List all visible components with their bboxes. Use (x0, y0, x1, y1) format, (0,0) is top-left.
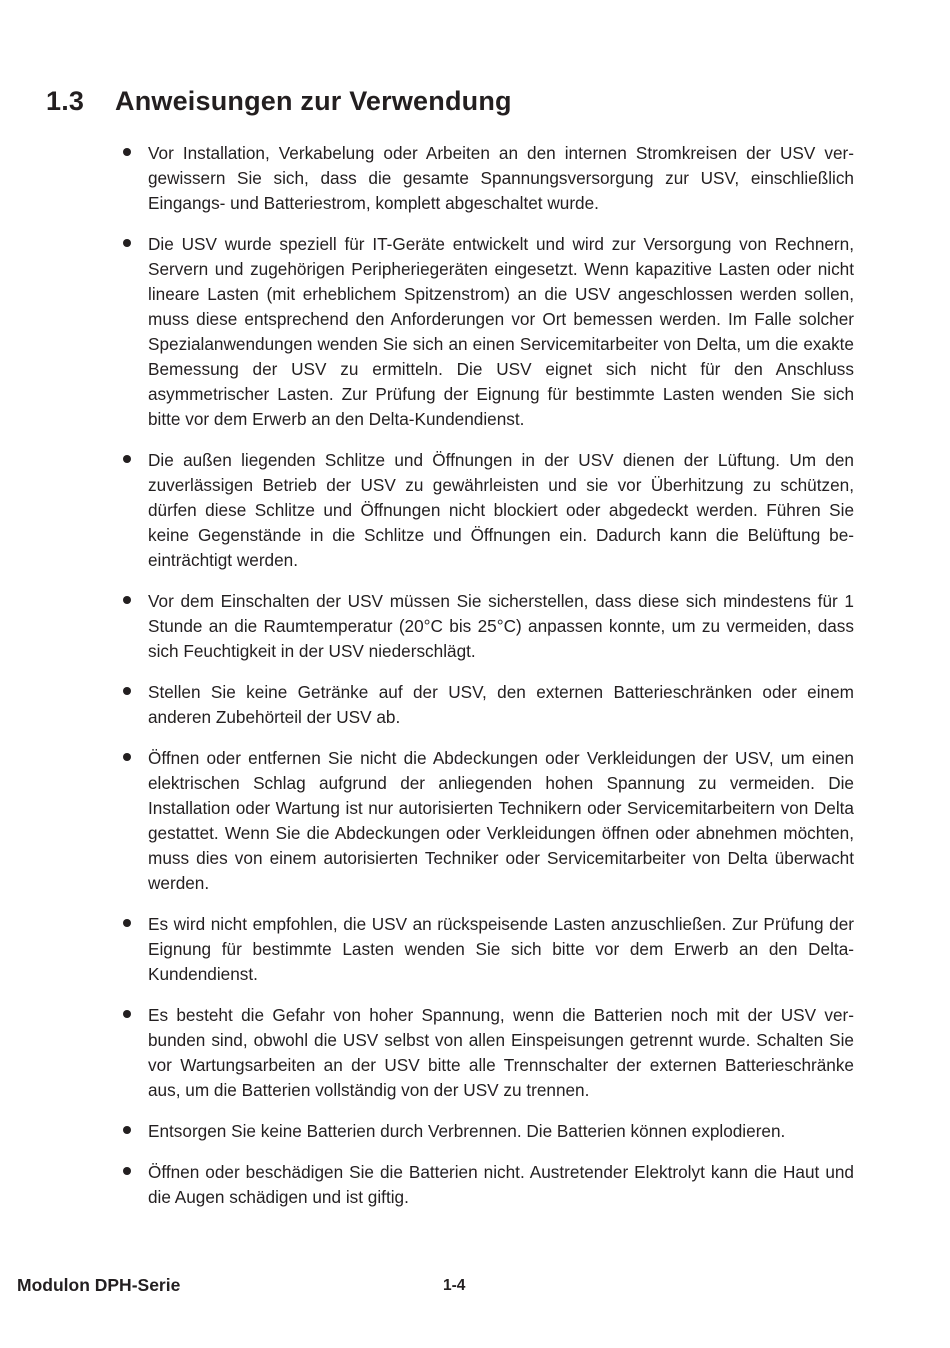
list-item (121, 912, 854, 987)
list-item (121, 1160, 854, 1210)
bullet-icon (123, 596, 131, 604)
bullet-icon (123, 753, 131, 761)
list-item-text: Es wird nicht empfohlen, die USV an rückspeisende Lasten anzuschließen. Zur Prüfung der Eignung für bestimmte Lasten wenden Sie sich bitte vor dem Erwerb an den Delta-Kundendienst. (148, 914, 854, 984)
bullet-icon (123, 239, 131, 247)
list-item (121, 589, 854, 664)
bullet-icon (123, 1126, 131, 1134)
footer-product-name: Modulon DPH-Serie (17, 1275, 181, 1295)
list-item (121, 448, 854, 573)
list-item (121, 232, 854, 432)
bullet-icon (123, 687, 131, 695)
list-item (121, 680, 854, 730)
bullet-icon (123, 1010, 131, 1018)
section-number: 1.3 (46, 86, 85, 116)
list-item (121, 141, 854, 216)
list-item (121, 746, 854, 896)
list-item-text: Es besteht die Gefahr von hoher Spannung, wenn die Batterien noch mit der USV verbunden sind, obwohl die USV selbst von allen Einspeisungen getrennt wurde. Schalten Sie vor Wartungsarbeiten an der USV bitte alle Trennschalter der externen Batterieschränke aus, um die Batterien vollständig von der USV zu trennen. (148, 1005, 854, 1100)
list-item-text: Vor Installation, Verkabelung oder Arbeiten an den internen Stromkreisen der USV vergewissern Sie sich, dass die gesamte Spannungsversorgung zur USV, einschließlich Eingangs- und Batteriestrom, komplett abgeschaltet wurde. (148, 143, 854, 213)
list-item-text: Vor dem Einschalten der USV müssen Sie sicherstellen, dass diese sich mindestens für 1 Stunde an die Raumtemperatur (20°C bis 25°C) anpassen konnte, um zu vermeiden, dass sich Feuchtigkeit in der USV niederschlägt. (148, 591, 854, 661)
bullet-icon (123, 1167, 131, 1175)
bullet-icon (123, 148, 131, 156)
list-item-text: Die USV wurde speziell für IT-Geräte entwickelt und wird zur Versorgung von Rechnern, Servern und zugehörigen Peripheriegeräten eingesetzt. Wenn kapazitive Lasten oder nicht lineare Lasten (mit erheblichem Spitzenstrom) an die USV angeschlossen werden sollen, muss diese entsprechend den Anforderungen vor Ort bemessen werden. Im Falle solcher Spezialanwendungen wenden Sie sich an einen Servicemitarbeiter von Delta, um die exakte Bemessung der USV zu ermitteln. Die USV eignet sich nicht für den Anschluss asymmetrischer Lasten. Zur Prüfung der Eignung für bestimmte Lasten wenden Sie sich bitte vor dem Erwerb an den Delta-Kundendienst. (148, 234, 854, 429)
section-heading (46, 86, 512, 117)
list-item-text: Stellen Sie keine Getränke auf der USV, den externen Batterieschränken oder einem anderen Zubehörteil der USV ab. (148, 682, 854, 727)
instruction-list (121, 141, 854, 1226)
list-item-text: Entsorgen Sie keine Batterien durch Verbrennen. Die Batterien können explodieren. (148, 1121, 786, 1141)
footer-page-number: 1-4 (443, 1277, 466, 1294)
list-item-text: Öffnen oder beschädigen Sie die Batterien nicht. Austretender Elektrolyt kann die Haut und die Augen schädigen und ist giftig. (148, 1162, 854, 1207)
bullet-icon (123, 919, 131, 927)
list-item (121, 1003, 854, 1103)
list-item-text: Öffnen oder entfernen Sie nicht die Abdeckungen oder Verkleidungen der USV, um einen elektrischen Schlag aufgrund der anliegenden hohen Spannung zu vermeiden. Die Installation oder Wartung ist nur autorisierten Technikern oder Servicemitarbeitern von Delta gestattet. Wenn Sie die Abdeckungen oder Verkleidungen öffnen oder abnehmen möchten, muss dies von einem autorisierten Techniker oder Servicemitarbeiter von Delta überwacht werden. (148, 748, 854, 893)
list-item-text: Die außen liegenden Schlitze und Öffnungen in der USV dienen der Lüftung. Um den zuverlässigen Betrieb der USV zu gewährleisten und sie vor Überhitzung zu schützen, dürfen diese Schlitze und Öffnungen nicht blockiert oder abgedeckt werden. Führen Sie keine Gegenstände in die Schlitze und Öffnungen ein. Dadurch kann die Belüftung beeinträchtigt werden. (148, 450, 854, 570)
bullet-icon (123, 455, 131, 463)
list-item (121, 1119, 854, 1144)
section-title: Anweisungen zur Verwendung (115, 86, 512, 116)
